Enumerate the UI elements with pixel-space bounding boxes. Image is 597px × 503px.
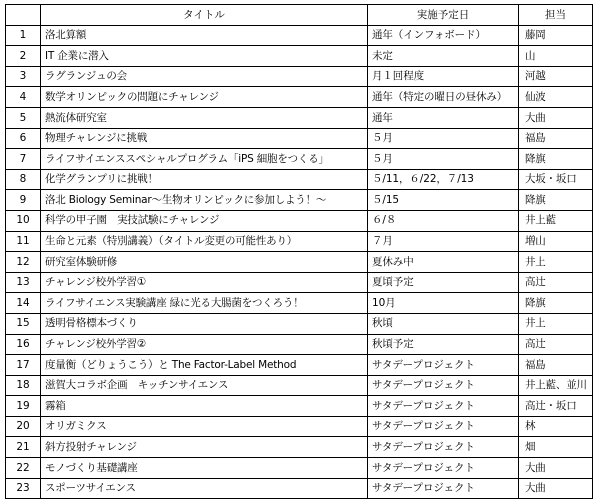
scheduled-date: 通年（インフォボード） <box>368 25 519 46</box>
program-title: 透明骨格標本づくり <box>41 313 368 334</box>
program-title: ライフサイエンス実験講座 緑に光る大腸菌をつくろう！ <box>41 293 368 314</box>
person-in-charge: 降旗 <box>519 149 593 170</box>
scheduled-date: 夏休み中 <box>368 252 519 273</box>
program-schedule-table <box>5 4 593 499</box>
person-in-charge: 山 <box>519 46 593 67</box>
table-row <box>6 66 593 87</box>
scheduled-date: 秋頃予定 <box>368 334 519 355</box>
scheduled-date: 10月 <box>368 293 519 314</box>
scheduled-date: 未定 <box>368 46 519 67</box>
table-row <box>6 334 593 355</box>
row-number: 16 <box>6 334 41 355</box>
program-title: 数学オリンピックの問題にチャレンジ <box>41 87 368 108</box>
scheduled-date: サタデープロジェクト <box>368 458 519 479</box>
header-title: タイトル <box>41 5 368 26</box>
table-row <box>6 46 593 67</box>
scheduled-date: サタデープロジェクト <box>368 355 519 376</box>
header-row <box>6 5 593 26</box>
row-number: 23 <box>6 478 41 499</box>
program-title: 化学グランプリに挑戦！ <box>41 169 368 190</box>
program-title: モノづくり基礎講座 <box>41 458 368 479</box>
person-in-charge: 高辻 <box>519 334 593 355</box>
table-row <box>6 87 593 108</box>
person-in-charge: 大曲 <box>519 458 593 479</box>
scheduled-date: サタデープロジェクト <box>368 416 519 437</box>
row-number: 5 <box>6 107 41 128</box>
row-number: 4 <box>6 87 41 108</box>
person-in-charge: 福島 <box>519 355 593 376</box>
row-number: 6 <box>6 128 41 149</box>
row-number: 11 <box>6 231 41 252</box>
scheduled-date: 夏頃予定 <box>368 272 519 293</box>
table-row <box>6 272 593 293</box>
person-in-charge: 林 <box>519 416 593 437</box>
program-title: チャレンジ校外学習② <box>41 334 368 355</box>
scheduled-date: 秋頃 <box>368 313 519 334</box>
row-number: 19 <box>6 396 41 417</box>
row-number: 17 <box>6 355 41 376</box>
table-row <box>6 478 593 499</box>
program-title: 洛北算額 <box>41 25 368 46</box>
row-number: 20 <box>6 416 41 437</box>
scheduled-date: ５/11，６/22，７/13 <box>368 169 519 190</box>
person-in-charge: 仙波 <box>519 87 593 108</box>
table-row <box>6 210 593 231</box>
person-in-charge: 増山 <box>519 231 593 252</box>
person-in-charge: 井上 <box>519 313 593 334</box>
table-row <box>6 293 593 314</box>
program-schedule-sheet <box>5 4 593 499</box>
row-number: 3 <box>6 66 41 87</box>
table-row <box>6 149 593 170</box>
row-number: 18 <box>6 375 41 396</box>
table-row <box>6 252 593 273</box>
table-row <box>6 128 593 149</box>
scheduled-date: ５/15 <box>368 190 519 211</box>
program-title: スポーツサイエンス <box>41 478 368 499</box>
table-row <box>6 437 593 458</box>
row-number: 8 <box>6 169 41 190</box>
table-row <box>6 190 593 211</box>
row-number: 7 <box>6 149 41 170</box>
row-number: 2 <box>6 46 41 67</box>
program-title: ライフサイエンススペシャルプログラム「iPS 細胞をつくる」 <box>41 149 368 170</box>
table-row <box>6 458 593 479</box>
table-row <box>6 375 593 396</box>
row-number: 14 <box>6 293 41 314</box>
person-in-charge: 大坂・坂口 <box>519 169 593 190</box>
program-title: ラグランジュの会 <box>41 66 368 87</box>
scheduled-date: 通年（特定の曜日の昼休み） <box>368 87 519 108</box>
program-title: 斜方投射チャレンジ <box>41 437 368 458</box>
table-row <box>6 231 593 252</box>
program-title: 洛北 Biology Seminar～生物オリンピックに参加しよう！～ <box>41 190 368 211</box>
person-in-charge: 井上藍、並川 <box>519 375 593 396</box>
table-row <box>6 25 593 46</box>
program-title: IT 企業に潜入 <box>41 46 368 67</box>
scheduled-date: サタデープロジェクト <box>368 478 519 499</box>
person-in-charge: 降旗 <box>519 293 593 314</box>
program-title: 物理チャレンジに挑戦 <box>41 128 368 149</box>
table-row <box>6 107 593 128</box>
row-number: 15 <box>6 313 41 334</box>
person-in-charge: 井上 <box>519 252 593 273</box>
program-title: 生命と元素（特別講義）（タイトル変更の可能性あり） <box>41 231 368 252</box>
person-in-charge: 河越 <box>519 66 593 87</box>
schedule-body <box>6 25 593 499</box>
program-title: 熱流体研究室 <box>41 107 368 128</box>
table-row <box>6 313 593 334</box>
program-title: オリガミクス <box>41 416 368 437</box>
person-in-charge: 井上藍 <box>519 210 593 231</box>
person-in-charge: 大曲 <box>519 107 593 128</box>
program-title: 科学の甲子園 実技試験にチャレンジ <box>41 210 368 231</box>
row-number: 21 <box>6 437 41 458</box>
person-in-charge: 高辻 <box>519 272 593 293</box>
table-row <box>6 396 593 417</box>
scheduled-date: ５月 <box>368 128 519 149</box>
program-title: 滋賀大コラボ企画 キッチンサイエンス <box>41 375 368 396</box>
row-number: 12 <box>6 252 41 273</box>
person-in-charge: 大曲 <box>519 478 593 499</box>
program-title: 研究室体験研修 <box>41 252 368 273</box>
header-scheduled-date: 実施予定日 <box>368 5 519 26</box>
scheduled-date: ５月 <box>368 149 519 170</box>
program-title: チャレンジ校外学習① <box>41 272 368 293</box>
scheduled-date: 通年 <box>368 107 519 128</box>
row-number: 10 <box>6 210 41 231</box>
row-number: 13 <box>6 272 41 293</box>
person-in-charge: 降旗 <box>519 190 593 211</box>
table-row <box>6 355 593 376</box>
person-in-charge: 福島 <box>519 128 593 149</box>
person-in-charge: 藤岡 <box>519 25 593 46</box>
program-title: 霧箱 <box>41 396 368 417</box>
row-number: 9 <box>6 190 41 211</box>
scheduled-date: ６/８ <box>368 210 519 231</box>
scheduled-date: サタデープロジェクト <box>368 437 519 458</box>
header-person-in-charge: 担当 <box>519 5 593 26</box>
table-row <box>6 169 593 190</box>
scheduled-date: サタデープロジェクト <box>368 396 519 417</box>
person-in-charge: 高辻・坂口 <box>519 396 593 417</box>
row-number: 1 <box>6 25 41 46</box>
scheduled-date: サタデープロジェクト <box>368 375 519 396</box>
table-row <box>6 416 593 437</box>
program-title: 度量衡（どりょうこう）と The Factor-Label Method <box>41 355 368 376</box>
row-number: 22 <box>6 458 41 479</box>
scheduled-date: 月１回程度 <box>368 66 519 87</box>
header-number <box>6 5 41 26</box>
scheduled-date: ７月 <box>368 231 519 252</box>
person-in-charge: 畑 <box>519 437 593 458</box>
